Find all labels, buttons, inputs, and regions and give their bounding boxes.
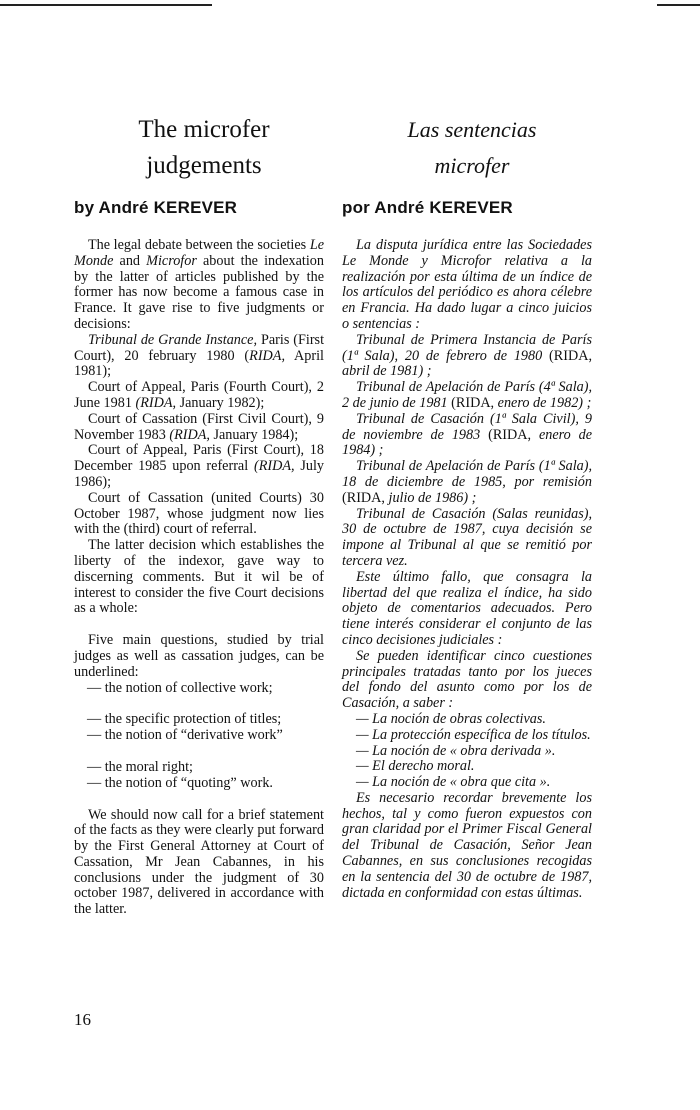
- english-question-5: — the notion of “quoting” work.: [87, 774, 273, 791]
- english-judgment-4: Court of Appeal, Paris (First Court), 18 December 1985 upon referral (RIDA, July 1986);: [74, 442, 324, 490]
- english-judgment-3: Court of Cassation (First Civil Court), 9 November 1983 (RIDA, January 1984);: [74, 410, 324, 443]
- english-judgment-2: Court of Appeal, Paris (Fourth Court), 2 June 1981 (RIDA, January 1982);: [74, 379, 324, 411]
- spanish-title-line1: Las sentencias: [407, 117, 537, 142]
- spanish-question-5: — La noción de « obra que cita ».: [356, 774, 551, 791]
- top-rule-right: [657, 4, 700, 6]
- spanish-judgment-4: Tribunal de Apelación de París (1ª Sala), 18 de diciembre de 1985, por remisión (RIDA, julio de 1986) ;: [342, 458, 592, 506]
- spanish-facts-paragraph: Es necesario recordar brevemente los hechos, tal y como fueron expuestos con gran claridad por el Primer Fiscal General del Tribunal de Casación, Señor Jean Cabannes, en sus conclusiones recogidas en la sentencia del 30 de octubre de 1987, dictada en conformidad con estas últimas.: [342, 789, 592, 901]
- spanish-questions-paragraph: Se pueden identificar cinco cuestiones principales tratadas tanto por los jueces del fondo del asunto como por los de Casación, a saber :: [342, 647, 592, 712]
- spanish-question-4: — El derecho moral.: [356, 758, 475, 775]
- spanish-title-line2: microfer: [434, 153, 510, 178]
- english-questions-paragraph: Five main questions, studied by trial judges as well as cassation judges, can be underlined:: [74, 632, 324, 680]
- spanish-body: [342, 238, 592, 901]
- english-question-3: — the notion of “derivative work”: [87, 727, 283, 744]
- spanish-comment-paragraph: Este último fallo, que consagra la libertad del que realiza el índice, ha sido objeto de comentarios adecuados. Pero tiene interés considerar el conjunto de las cinco decisiones judiciales :: [342, 568, 592, 648]
- spanish-question-2: — La protección específica de los títulos.: [356, 726, 591, 743]
- english-column: [74, 112, 324, 918]
- english-judgment-1: Tribunal de Grande Instance, Paris (First Court), 20 february 1980 (RIDA, April 1981);: [74, 331, 325, 380]
- english-question-2: — the specific protection of titles;: [87, 711, 282, 728]
- top-rule-left: [0, 4, 212, 6]
- english-question-1: — the notion of collective work;: [87, 679, 273, 696]
- english-body: [74, 238, 324, 918]
- english-judgment-5: Court of Cassation (united Courts) 30 October 1987, whose judgment now lies with the (third) court of referral.: [74, 489, 324, 538]
- spanish-intro-paragraph: La disputa jurídica entre las Sociedades Le Monde y Microfor relativa a la realización por esta última de un índice de los artículos del periódico es ahora célebre en Francia. Ha dado lugar a cinco juicios o sentencias :: [342, 237, 592, 332]
- english-title-line2: judgements: [146, 152, 262, 179]
- english-comment-paragraph: The latter decision which establishes the liberty of the indexor, gave way to discerning comments. But it wil be of interest to consider the five Court decisions as a whole:: [74, 537, 324, 617]
- english-title: [74, 112, 324, 184]
- spanish-judgment-1: Tribunal de Primera Instancia de París (1ª Sala), 20 de febrero de 1980 (RIDA, abril de 1981) ;: [342, 331, 592, 380]
- page-number: 16: [74, 1010, 91, 1029]
- spanish-judgment-2: Tribunal de Apelación de París (4ª Sala), 2 de junio de 1981 (RIDA, enero de 1982) ;: [342, 379, 592, 411]
- english-question-4: — the moral right;: [87, 758, 193, 775]
- spanish-judgment-3: Tribunal de Casación (1ª Sala Civil), 9 de noviembre de 1983 (RIDA, enero de 1984) ;: [342, 410, 593, 459]
- english-byline: by André KEREVER: [74, 198, 238, 217]
- spanish-byline: por André KEREVER: [342, 198, 513, 217]
- spanish-column: [342, 112, 592, 901]
- english-facts-paragraph: We should now call for a brief statement of the facts as they were clearly put forward by the First General Attorney at Court of Cassation, Mr Jean Cabannes, in his conclusions under the judgment of 30 october 1987, delivered in accordance with the latter.: [74, 806, 324, 918]
- english-title-line1: The microfer: [138, 116, 270, 143]
- english-intro-paragraph: The legal debate between the societies Le Monde and Microfor about the indexation by the latter of articles published by the former has now become a famous case in France. It gave rise to five judgments or decisions:: [74, 237, 324, 332]
- spanish-judgment-5: Tribunal de Casación (Salas reunidas), 30 de octubre de 1987, cuya decisión se impone al Tribunal al que se remitió por tercera vez.: [342, 505, 592, 569]
- spanish-question-3: — La noción de « obra derivada ».: [356, 742, 556, 759]
- spanish-question-1: — La noción de obras colectivas.: [356, 710, 546, 727]
- spanish-title: [342, 112, 592, 184]
